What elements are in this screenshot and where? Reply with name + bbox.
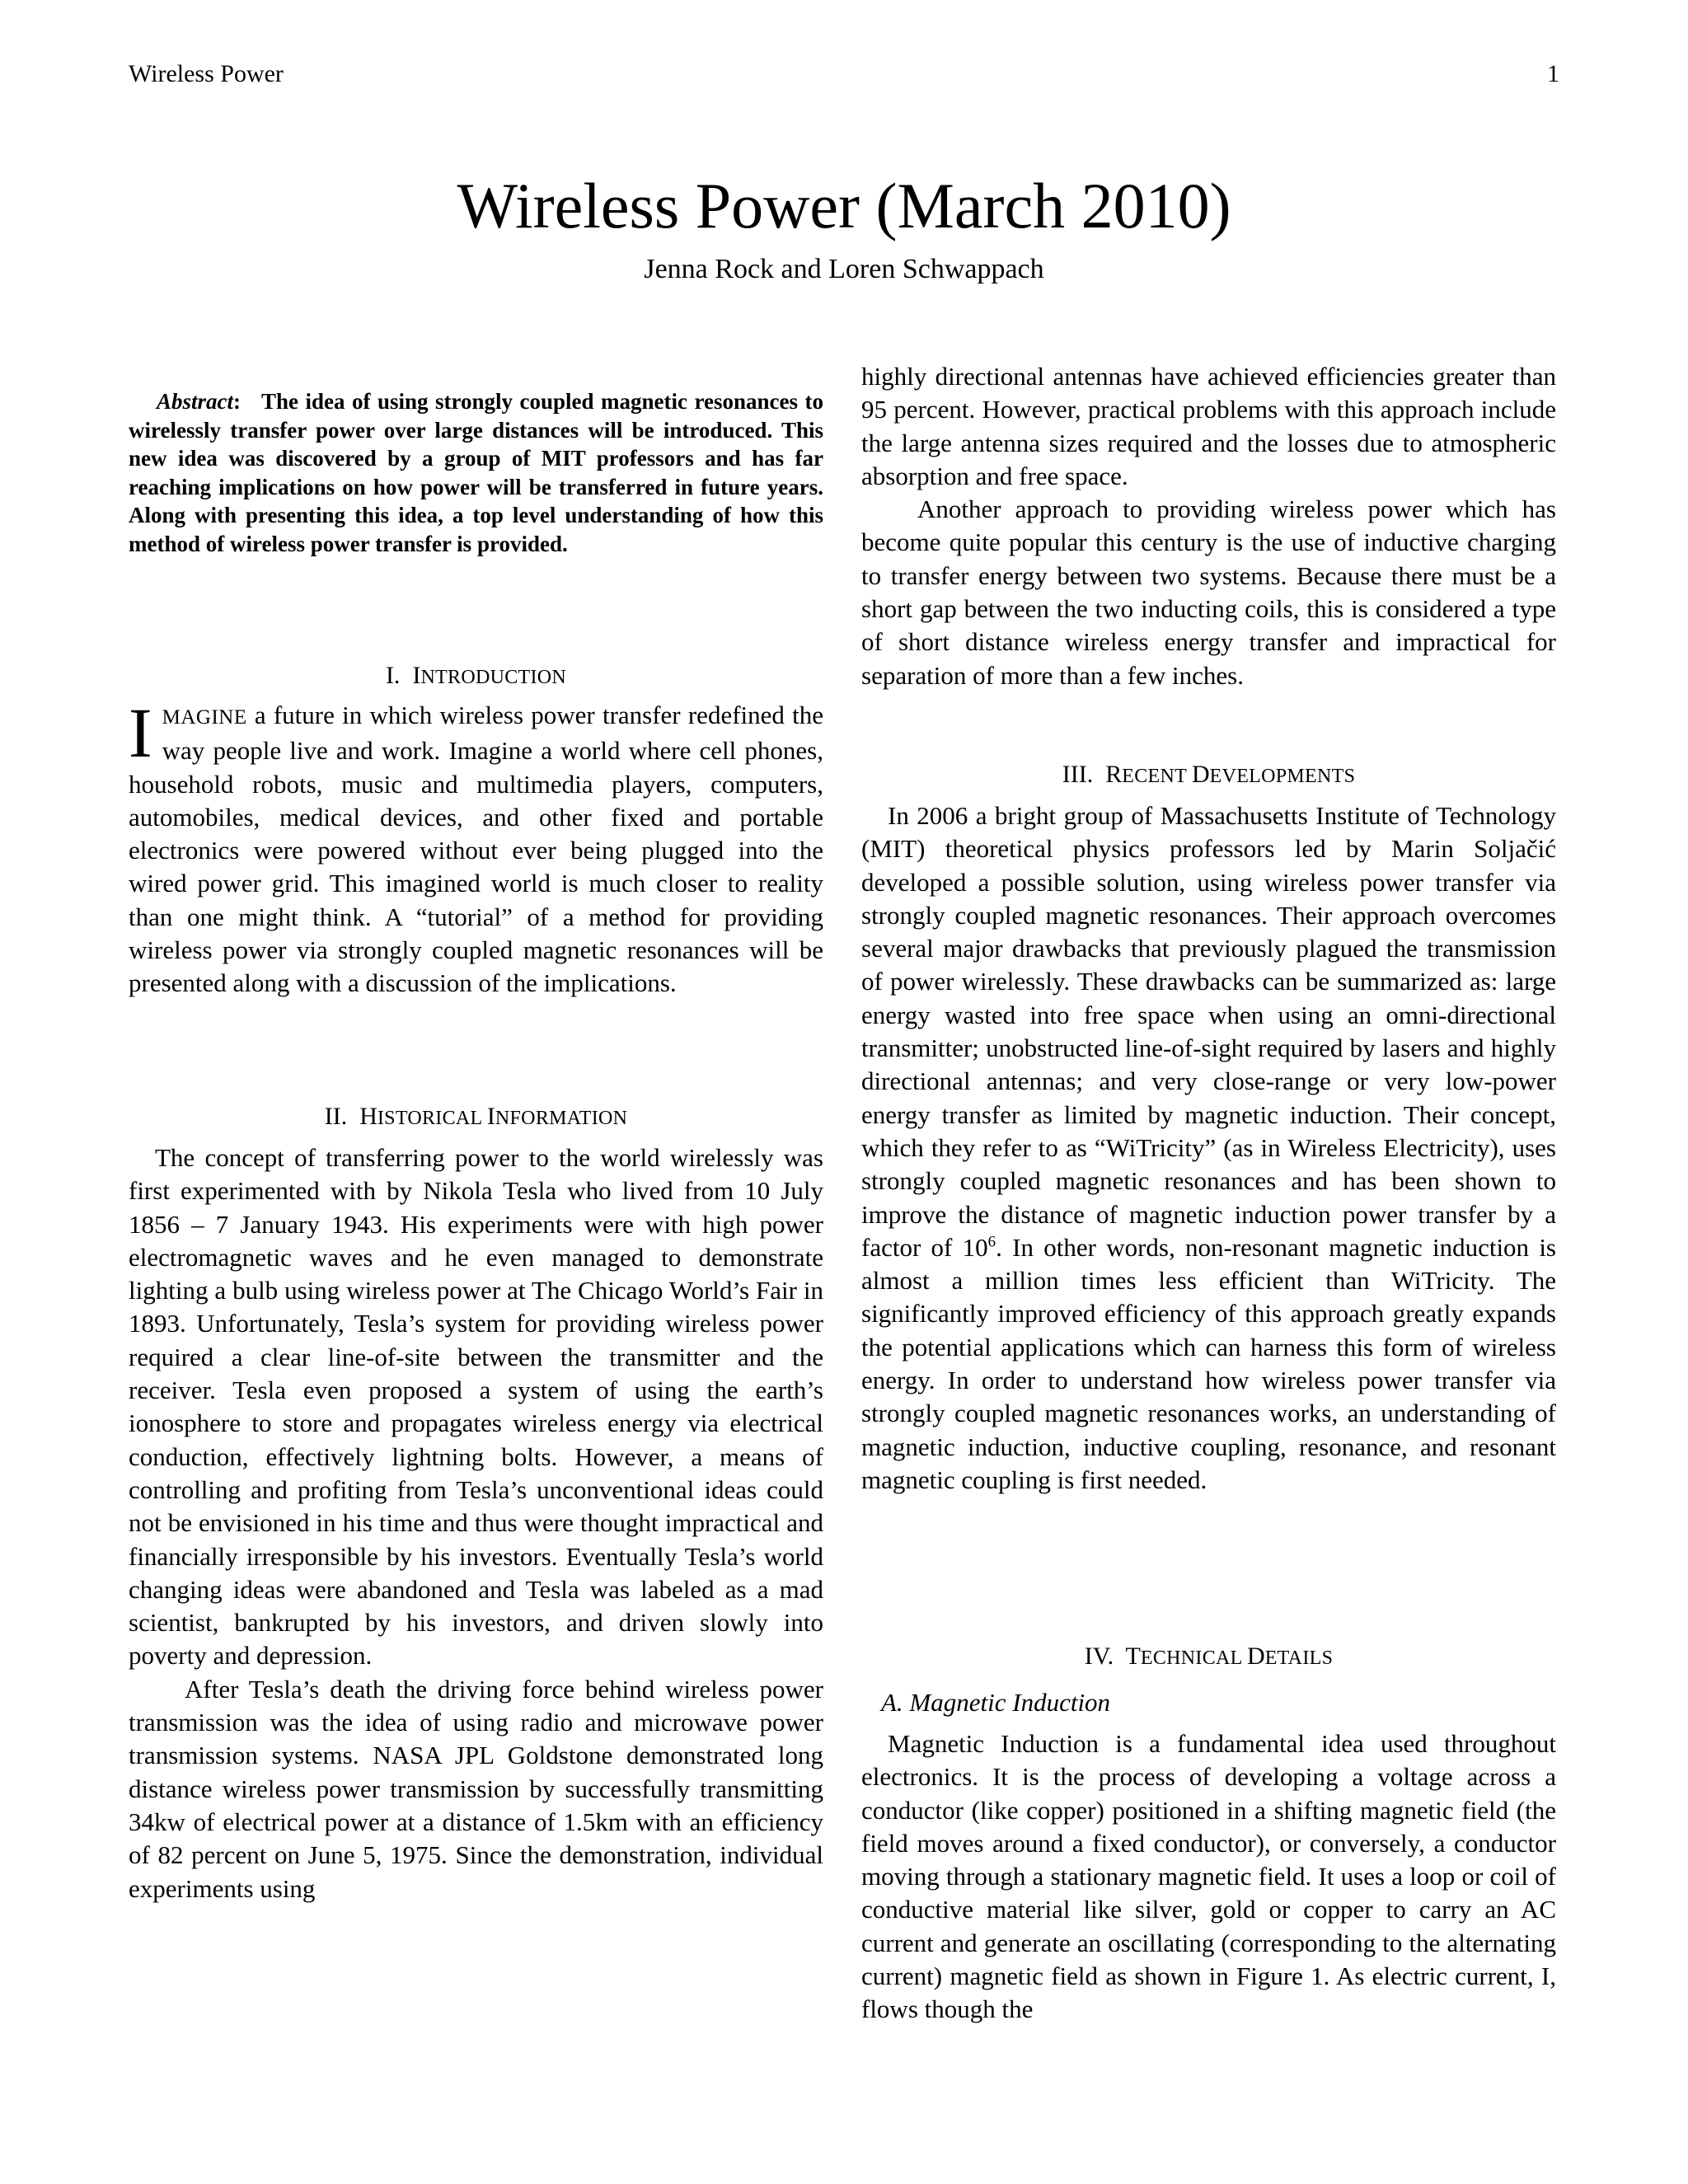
section-heading-introduction [129,659,823,694]
running-header [129,58,1559,91]
abstract-label: Abstract [157,389,234,414]
section-heading-recent [861,758,1556,793]
heading-smallcaps: ECHNICAL [1140,1647,1248,1669]
recent-text-a: In 2006 a bright group of Massachusetts Institute of Technology (MIT) theoretical physics professors led by Marin Soljačić developed a possible solution, using wireless power transfer via strongly coupled magnetic resonances. Their approach overcomes several major drawbacks that previously plagued the transmission of power wirelessly. These drawbacks can be summarized as: large energy wasted into free space when using an omni-directional transmitter; unobstructed line-of-sight required by lasers and highly directional antennas; and very close-range or very low-power energy transfer as limited by magnetic induction. Their concept, which they refer to as “WiTricity” (as in Wireless Electricity), uses strongly coupled magnetic resonances and has been shown to improve the distance of magnetic induction power transfer by a factor of 10 [861,801,1556,1262]
historical-body [129,1141,823,1905]
heading-cap: T [1125,1643,1141,1670]
section-numeral: II. [324,1103,348,1130]
section-heading-historical [129,1100,823,1135]
historical-paragraph-3: Another approach to providing wireless power which has become quite popular this century is the use of inductive charging to transfer energy between two systems. Because there must be a short gap between the two inducting coils, this is considered a type of short distance wireless energy transfer and impractical for separation of more than a few inches. [861,494,1556,690]
heading-cap: D [1191,761,1210,788]
abstract-text: The idea of using strongly coupled magnetic resonances to wirelessly transfer power over large distances will be introduced. This new idea was discovered by a group of MIT professors and has far reaching implications on how power will be transferred in future years. Along with presenting this idea, a top level understanding of how this method of wireless power transfer is provided. [129,389,823,556]
heading-cap: H [359,1103,377,1130]
section-numeral: III. [1062,761,1094,788]
page-number: 1 [1547,60,1559,87]
heading-smallcaps: NFORMATION [495,1108,628,1129]
heading-cap: R [1105,761,1123,788]
heading-cap: I [486,1103,495,1130]
recent-text-b: . In other words, non-resonant magnetic induction is almost a million times less efficient than WiTricity. The significantly improved efficiency of this approach greatly expands the potential applications which can harness this form of wireless energy. In order to understand how wireless power transfer via strongly coupled magnetic resonances works, an understanding of magnetic induction, inductive coupling, resonance, and resonant magnetic coupling is first needed. [861,1232,1557,1494]
heading-cap: D [1247,1643,1265,1670]
intro-smallcaps: MAGINE [162,706,247,729]
section-numeral: IV. [1084,1643,1114,1670]
heading-smallcaps: NTRODUCTION [420,667,567,688]
subsection-heading-magnetic-induction: A. Magnetic Induction [881,1688,1111,1717]
recent-paragraph [861,799,1556,1497]
heading-smallcaps: EVELOPMENTS [1209,766,1356,787]
section-numeral: I. [385,662,401,689]
heading-smallcaps: ECENT [1122,766,1192,787]
section-heading-technical [861,1640,1556,1675]
abstract [129,387,823,558]
running-title: Wireless Power [129,60,284,87]
exponent: 6 [987,1233,996,1251]
technical-paragraph: Magnetic Induction is a fundamental idea used throughout electronics. It is the process of developing a voltage across a conductor (like copper) positioned in a shifting magnetic field (the field moves around a fixed conductor), or conversely, a conductor moving through a stationary magnetic field. It uses a loop or coil of conductive material like silver, gold or copper to carry an AC current and generate an oscillating (corresponding to the alternating current) magnetic field as shown in Figure 1. As electric current, I, flows though the [861,1729,1556,2024]
paper-authors: Jenna Rock and Loren Schwappach [644,254,1044,284]
heading-cap: I [412,662,421,689]
heading-smallcaps: ISTORICAL [377,1108,487,1129]
historical-continued [861,360,1556,692]
heading-smallcaps: ETAILS [1264,1647,1334,1669]
paper-title: Wireless Power (March 2010) [457,170,1231,241]
introduction-paragraph [129,693,823,1001]
historical-paragraph-1: The concept of transferring power to the world wirelessly was first experimented with by Nikola Tesla who lived from 10 July 1856 – 7 January 1943. His experiments were with high power electromagnetic waves and he even managed to demonstrate lighting a bulb using wireless power at The Chicago World’s Fair in 1893. Unfortunately, Tesla’s system for providing wireless power required a clear line-of-site between the transmitter and the receiver. Tesla even proposed a system of using the earth’s ionosphere to store and propagates wireless energy via electrical conduction, effectively lightning bolts. However, a means of controlling and profiting from Tesla’s unconventional ideas could not be envisioned in his time and thus were thought impractical and financially irresponsible by his investors. Eventually Tesla’s world changing ideas were abandoned and Tesla was labeled as a mad scientist, bankrupted by his investors, and driven slowly into poverty and depression. [129,1143,823,1671]
historical-paragraph-2-continued: highly directional antennas have achieved efficiencies greater than 95 percent. However, practical problems with this approach include the large antenna sizes required and the losses due to atmospheric absorption and free space. [861,362,1556,490]
intro-text: a future in which wireless power transfer redefined the way people live and work. Imagine a world where cell phones, household robots, music and multimedia players, computers, automobiles, medical devices, and other fixed and portable electronics were powered without ever being plugged into the wired power grid. This imagined world is much closer to reality than one might think. A “tutorial” of a method for providing wireless power via strongly coupled magnetic resonances will be presented along with a discussion of the implications. [129,701,823,998]
abstract-colon: : [233,389,241,414]
drop-cap: I [129,693,152,772]
historical-paragraph-2: After Tesla’s death the driving force behind wireless power transmission was the idea of using radio and microwave power transmission systems. NASA JPL Goldstone demonstrated long distance wireless power transmission by successfully transmitting 34kw of electrical power at a distance of 1.5km with an efficiency of 82 percent on June 5, 1975. Since the demonstration, individual experiments using [129,1674,823,1903]
